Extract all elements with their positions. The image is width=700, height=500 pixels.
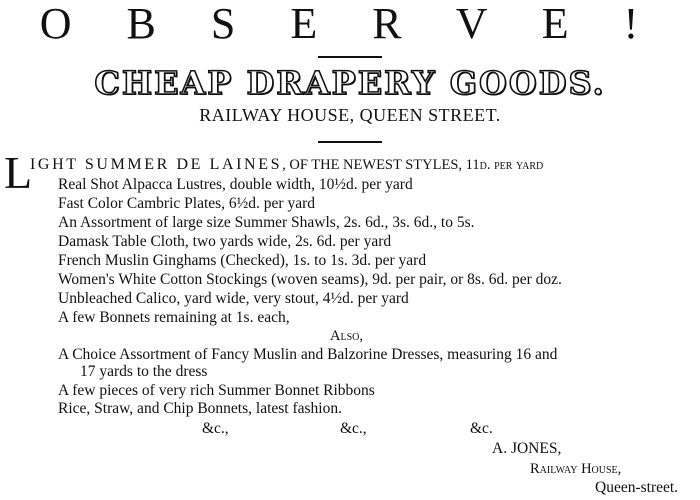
divider-rule [318, 56, 382, 58]
signature-street: Queen-street. [595, 479, 679, 496]
divider-rule [318, 141, 382, 143]
first-line-caps: IGHT SUMMER DE LAINES [30, 156, 283, 173]
subheadline: CHEAP DRAPERY GOODS. [94, 64, 606, 102]
list-item: French Muslin Ginghams (Checked), 1s. to 1s. 3d. per yard [58, 252, 427, 269]
list-item: 17 yards to the dress [80, 363, 208, 380]
etc-mark: &c., [340, 420, 367, 437]
list-item: An Assortment of large size Summer Shawls, 2s. 6d., 3s. 6d., to 5s. [58, 214, 475, 231]
first-line-rest: , OF THE NEWEST STYLES, 11d. per yard [282, 157, 544, 173]
list-item: Women's White Cotton Stockings (woven seams), 9d. per pair, or 8s. 6d. per doz. [58, 271, 562, 288]
list-item: Fast Color Cambric Plates, 6½d. per yard [58, 195, 315, 212]
list-item: A few pieces of very rich Summer Bonnet Ribbons [58, 382, 375, 399]
drop-cap: L [4, 147, 33, 198]
address-line: RAILWAY HOUSE, QUEEN STREET. [199, 105, 501, 125]
list-item: A few Bonnets remaining at 1s. each, [58, 309, 290, 326]
also-heading: Also, [330, 328, 363, 344]
etc-mark: &c., [202, 420, 229, 437]
list-item: Damask Table Cloth, two yards wide, 2s. 6d. per yard [58, 233, 392, 250]
list-item: A Choice Assortment of Fancy Muslin and Balzorine Dresses, measuring 16 and [58, 346, 558, 363]
headline: O B S E R V E ! [39, 0, 661, 48]
list-item: Unbleached Calico, yard wide, very stout, 4½d. per yard [58, 290, 409, 307]
signature-house: Railway House, [530, 461, 622, 477]
list-item: Rice, Straw, and Chip Bonnets, latest fashion. [58, 400, 342, 417]
etc-mark: &c. [470, 420, 493, 437]
first-line [30, 156, 543, 174]
list-item: Real Shot Alpacca Lustres, double width, 10½d. per yard [58, 176, 413, 193]
signature-name: A. JONES, [492, 440, 562, 457]
